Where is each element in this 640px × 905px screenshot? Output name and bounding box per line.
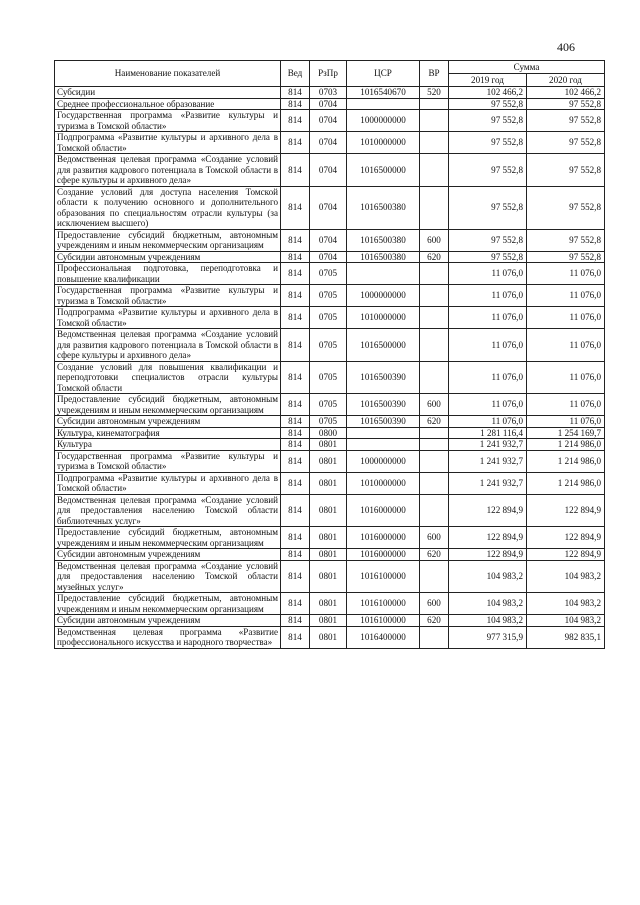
row-sum-2019: 97 552,8 — [449, 229, 527, 251]
row-name: Ведомственная целевая программа «Создание условий для предоставления населению Томской области музейных услуг» — [55, 560, 281, 593]
row-rzpr: 0704 — [310, 154, 347, 187]
row-vr — [420, 361, 449, 394]
row-vr: 620 — [420, 416, 449, 428]
table-header — [55, 61, 605, 87]
table-row — [55, 593, 605, 615]
row-ved: 814 — [281, 251, 310, 263]
row-rzpr: 0704 — [310, 251, 347, 263]
header-rzpr: РзПр — [310, 61, 347, 87]
row-name: Создание условий для доступа населения Томской области к получению основного и дополнительного образования по специальностям отрасли культуры (за исключением высшего) — [55, 186, 281, 229]
row-sum-2020: 1 214 986,0 — [527, 472, 605, 494]
row-rzpr: 0801 — [310, 549, 347, 561]
row-csr — [347, 427, 420, 439]
row-vr: 600 — [420, 527, 449, 549]
row-sum-2019: 104 983,2 — [449, 615, 527, 627]
row-csr: 1016500380 — [347, 229, 420, 251]
row-sum-2020: 104 983,2 — [527, 615, 605, 627]
row-ved: 814 — [281, 527, 310, 549]
table-row — [55, 132, 605, 154]
row-name: Подпрограмма «Развитие культуры и архивного дела в Томской области» — [55, 307, 281, 329]
row-name: Ведомственная целевая программа «Создание условий для развития кадрового потенциала в Томской области в сфере культуры и архивного дела» — [55, 154, 281, 187]
row-ved: 814 — [281, 87, 310, 99]
table-row — [55, 416, 605, 428]
row-sum-2019: 104 983,2 — [449, 593, 527, 615]
table-row — [55, 307, 605, 329]
row-vr: 520 — [420, 87, 449, 99]
row-sum-2020: 104 983,2 — [527, 593, 605, 615]
row-sum-2019: 97 552,8 — [449, 98, 527, 110]
row-csr: 1016500380 — [347, 186, 420, 229]
row-sum-2020: 104 983,2 — [527, 560, 605, 593]
row-csr: 1010000000 — [347, 132, 420, 154]
row-vr: 600 — [420, 593, 449, 615]
row-name: Создание условий для повышения квалификации и переподготовки специалистов отрасли культуры Томской области — [55, 361, 281, 394]
row-ved: 814 — [281, 560, 310, 593]
table-row — [55, 361, 605, 394]
row-sum-2019: 11 076,0 — [449, 285, 527, 307]
row-rzpr: 0704 — [310, 229, 347, 251]
row-csr: 1016100000 — [347, 615, 420, 627]
row-name: Субсидии автономным учреждениям — [55, 416, 281, 428]
table-row — [55, 494, 605, 527]
table-row — [55, 450, 605, 472]
row-csr: 1000000000 — [347, 450, 420, 472]
row-csr: 1016500380 — [347, 251, 420, 263]
row-name: Среднее профессиональное образование — [55, 98, 281, 110]
row-name: Ведомственная целевая программа «Развитие профессионального искусства и народного творчества» — [55, 626, 281, 648]
row-vr — [420, 329, 449, 362]
row-sum-2019: 1 241 932,7 — [449, 450, 527, 472]
table-row — [55, 527, 605, 549]
table-row — [55, 229, 605, 251]
row-sum-2020: 122 894,9 — [527, 549, 605, 561]
row-sum-2020: 122 894,9 — [527, 527, 605, 549]
row-sum-2020: 11 076,0 — [527, 307, 605, 329]
row-csr: 1016000000 — [347, 494, 420, 527]
row-vr — [420, 186, 449, 229]
row-csr: 1000000000 — [347, 110, 420, 132]
table-row — [55, 329, 605, 362]
table-row — [55, 560, 605, 593]
header-2019: 2019 год — [449, 74, 527, 87]
row-ved: 814 — [281, 549, 310, 561]
row-sum-2020: 97 552,8 — [527, 98, 605, 110]
row-sum-2019: 11 076,0 — [449, 307, 527, 329]
row-vr — [420, 439, 449, 451]
row-rzpr: 0801 — [310, 593, 347, 615]
row-rzpr: 0705 — [310, 329, 347, 362]
row-ved: 814 — [281, 427, 310, 439]
row-sum-2020: 102 466,2 — [527, 87, 605, 99]
row-name: Субсидии автономным учреждениям — [55, 549, 281, 561]
row-ved: 814 — [281, 626, 310, 648]
table-row — [55, 472, 605, 494]
row-name: Государственная программа «Развитие культуры и туризма в Томской области» — [55, 450, 281, 472]
table-row — [55, 285, 605, 307]
row-vr — [420, 110, 449, 132]
row-sum-2020: 11 076,0 — [527, 285, 605, 307]
row-sum-2019: 97 552,8 — [449, 251, 527, 263]
header-sum: Сумма — [449, 61, 605, 74]
row-rzpr: 0704 — [310, 110, 347, 132]
row-name: Ведомственная целевая программа «Создание условий для развития кадрового потенциала в Томской области в сфере культуры и архивного дела» — [55, 329, 281, 362]
row-ved: 814 — [281, 361, 310, 394]
row-name: Предоставление субсидий бюджетным, автономным учреждениям и иным некоммерческим организациям — [55, 527, 281, 549]
row-sum-2019: 97 552,8 — [449, 132, 527, 154]
row-vr: 620 — [420, 549, 449, 561]
row-ved: 814 — [281, 416, 310, 428]
row-sum-2019: 122 894,9 — [449, 494, 527, 527]
table-body — [55, 87, 605, 649]
table-row — [55, 87, 605, 99]
row-csr: 1016500000 — [347, 329, 420, 362]
row-sum-2019: 104 983,2 — [449, 560, 527, 593]
row-rzpr: 0705 — [310, 416, 347, 428]
row-rzpr: 0705 — [310, 285, 347, 307]
row-sum-2019: 122 894,9 — [449, 527, 527, 549]
row-vr — [420, 132, 449, 154]
row-sum-2019: 102 466,2 — [449, 87, 527, 99]
row-ved: 814 — [281, 593, 310, 615]
row-name: Субсидии автономным учреждениям — [55, 615, 281, 627]
row-ved: 814 — [281, 110, 310, 132]
row-csr: 1016100000 — [347, 560, 420, 593]
row-sum-2019: 1 241 932,7 — [449, 472, 527, 494]
row-sum-2020: 11 076,0 — [527, 394, 605, 416]
row-ved: 814 — [281, 450, 310, 472]
table-row — [55, 626, 605, 648]
row-name: Предоставление субсидий бюджетным, автономным учреждениям и иным некоммерческим организациям — [55, 394, 281, 416]
row-rzpr: 0801 — [310, 560, 347, 593]
row-ved: 814 — [281, 394, 310, 416]
row-ved: 814 — [281, 439, 310, 451]
row-sum-2020: 11 076,0 — [527, 416, 605, 428]
row-sum-2019: 1 241 932,7 — [449, 439, 527, 451]
row-vr — [420, 626, 449, 648]
row-sum-2019: 11 076,0 — [449, 416, 527, 428]
row-vr — [420, 98, 449, 110]
table-row — [55, 186, 605, 229]
header-name: Наименование показателей — [55, 61, 281, 87]
row-name: Профессиональная подготовка, переподготовка и повышение квалификации — [55, 263, 281, 285]
row-csr: 1010000000 — [347, 307, 420, 329]
row-csr: 1016400000 — [347, 626, 420, 648]
row-vr — [420, 285, 449, 307]
row-csr: 1016000000 — [347, 549, 420, 561]
row-sum-2020: 982 835,1 — [527, 626, 605, 648]
row-name: Государственная программа «Развитие культуры и туризма в Томской области» — [55, 285, 281, 307]
row-sum-2019: 97 552,8 — [449, 186, 527, 229]
row-name: Подпрограмма «Развитие культуры и архивного дела в Томской области» — [55, 132, 281, 154]
row-sum-2020: 97 552,8 — [527, 251, 605, 263]
row-sum-2019: 11 076,0 — [449, 361, 527, 394]
table-row — [55, 110, 605, 132]
row-vr — [420, 472, 449, 494]
row-sum-2020: 122 894,9 — [527, 494, 605, 527]
row-sum-2019: 977 315,9 — [449, 626, 527, 648]
row-ved: 814 — [281, 285, 310, 307]
row-rzpr: 0705 — [310, 263, 347, 285]
row-vr — [420, 307, 449, 329]
table-row — [55, 251, 605, 263]
row-rzpr: 0801 — [310, 527, 347, 549]
row-name: Культура — [55, 439, 281, 451]
row-name: Подпрограмма «Развитие культуры и архивного дела в Томской области» — [55, 472, 281, 494]
row-sum-2019: 11 076,0 — [449, 329, 527, 362]
table-row — [55, 615, 605, 627]
row-rzpr: 0705 — [310, 361, 347, 394]
row-ved: 814 — [281, 229, 310, 251]
row-sum-2020: 1 214 986,0 — [527, 439, 605, 451]
header-ved: Вед — [281, 61, 310, 87]
row-ved: 814 — [281, 154, 310, 187]
row-ved: 814 — [281, 472, 310, 494]
row-ved: 814 — [281, 263, 310, 285]
row-rzpr: 0801 — [310, 450, 347, 472]
row-ved: 814 — [281, 186, 310, 229]
row-rzpr: 0801 — [310, 494, 347, 527]
row-sum-2020: 97 552,8 — [527, 132, 605, 154]
row-rzpr: 0801 — [310, 626, 347, 648]
row-name: Ведомственная целевая программа «Создание условий для предоставления населению Томской области библиотечных услуг» — [55, 494, 281, 527]
row-rzpr: 0704 — [310, 98, 347, 110]
row-sum-2019: 97 552,8 — [449, 154, 527, 187]
row-rzpr: 0801 — [310, 615, 347, 627]
header-vr: ВР — [420, 61, 449, 87]
table-row — [55, 394, 605, 416]
row-csr: 1016540670 — [347, 87, 420, 99]
row-ved: 814 — [281, 98, 310, 110]
row-ved: 814 — [281, 494, 310, 527]
row-sum-2020: 97 552,8 — [527, 110, 605, 132]
row-sum-2020: 97 552,8 — [527, 229, 605, 251]
table-row — [55, 427, 605, 439]
row-vr — [420, 560, 449, 593]
row-sum-2020: 97 552,8 — [527, 186, 605, 229]
row-csr: 1016100000 — [347, 593, 420, 615]
row-sum-2020: 1 254 169,7 — [527, 427, 605, 439]
budget-table — [54, 60, 605, 649]
table-row — [55, 439, 605, 451]
row-csr: 1000000000 — [347, 285, 420, 307]
row-csr: 1016000000 — [347, 527, 420, 549]
row-vr — [420, 263, 449, 285]
row-vr — [420, 450, 449, 472]
row-rzpr: 0801 — [310, 439, 347, 451]
table-row — [55, 263, 605, 285]
row-sum-2020: 11 076,0 — [527, 361, 605, 394]
row-csr: 1016500000 — [347, 154, 420, 187]
row-sum-2020: 11 076,0 — [527, 329, 605, 362]
row-sum-2019: 1 281 116,4 — [449, 427, 527, 439]
row-sum-2019: 122 894,9 — [449, 549, 527, 561]
row-ved: 814 — [281, 132, 310, 154]
row-csr — [347, 263, 420, 285]
row-rzpr: 0705 — [310, 394, 347, 416]
row-csr — [347, 439, 420, 451]
row-ved: 814 — [281, 307, 310, 329]
row-csr: 1016500390 — [347, 416, 420, 428]
header-csr: ЦСР — [347, 61, 420, 87]
row-vr: 620 — [420, 251, 449, 263]
row-sum-2020: 1 214 986,0 — [527, 450, 605, 472]
row-vr — [420, 494, 449, 527]
row-vr: 600 — [420, 229, 449, 251]
row-sum-2019: 11 076,0 — [449, 394, 527, 416]
row-vr — [420, 154, 449, 187]
row-sum-2019: 11 076,0 — [449, 263, 527, 285]
row-rzpr: 0703 — [310, 87, 347, 99]
header-2020: 2020 год — [527, 74, 605, 87]
row-name: Предоставление субсидий бюджетным, автономным учреждениям и иным некоммерческим организациям — [55, 593, 281, 615]
row-rzpr: 0704 — [310, 132, 347, 154]
table-row — [55, 98, 605, 110]
row-rzpr: 0800 — [310, 427, 347, 439]
row-vr: 600 — [420, 394, 449, 416]
row-name: Субсидии — [55, 87, 281, 99]
row-ved: 814 — [281, 615, 310, 627]
row-rzpr: 0705 — [310, 307, 347, 329]
row-csr — [347, 98, 420, 110]
table-row — [55, 549, 605, 561]
page-number: 406 — [557, 40, 575, 54]
table-row — [55, 154, 605, 187]
row-name: Субсидии автономным учреждениям — [55, 251, 281, 263]
row-sum-2020: 11 076,0 — [527, 263, 605, 285]
row-rzpr: 0704 — [310, 186, 347, 229]
row-csr: 1016500390 — [347, 361, 420, 394]
row-name: Предоставление субсидий бюджетным, автономным учреждениям и иным некоммерческим организациям — [55, 229, 281, 251]
row-vr — [420, 427, 449, 439]
row-sum-2019: 97 552,8 — [449, 110, 527, 132]
row-ved: 814 — [281, 329, 310, 362]
row-vr: 620 — [420, 615, 449, 627]
row-name: Культура, кинематография — [55, 427, 281, 439]
row-sum-2020: 97 552,8 — [527, 154, 605, 187]
row-csr: 1016500390 — [347, 394, 420, 416]
row-name: Государственная программа «Развитие культуры и туризма в Томской области» — [55, 110, 281, 132]
row-rzpr: 0801 — [310, 472, 347, 494]
row-csr: 1010000000 — [347, 472, 420, 494]
